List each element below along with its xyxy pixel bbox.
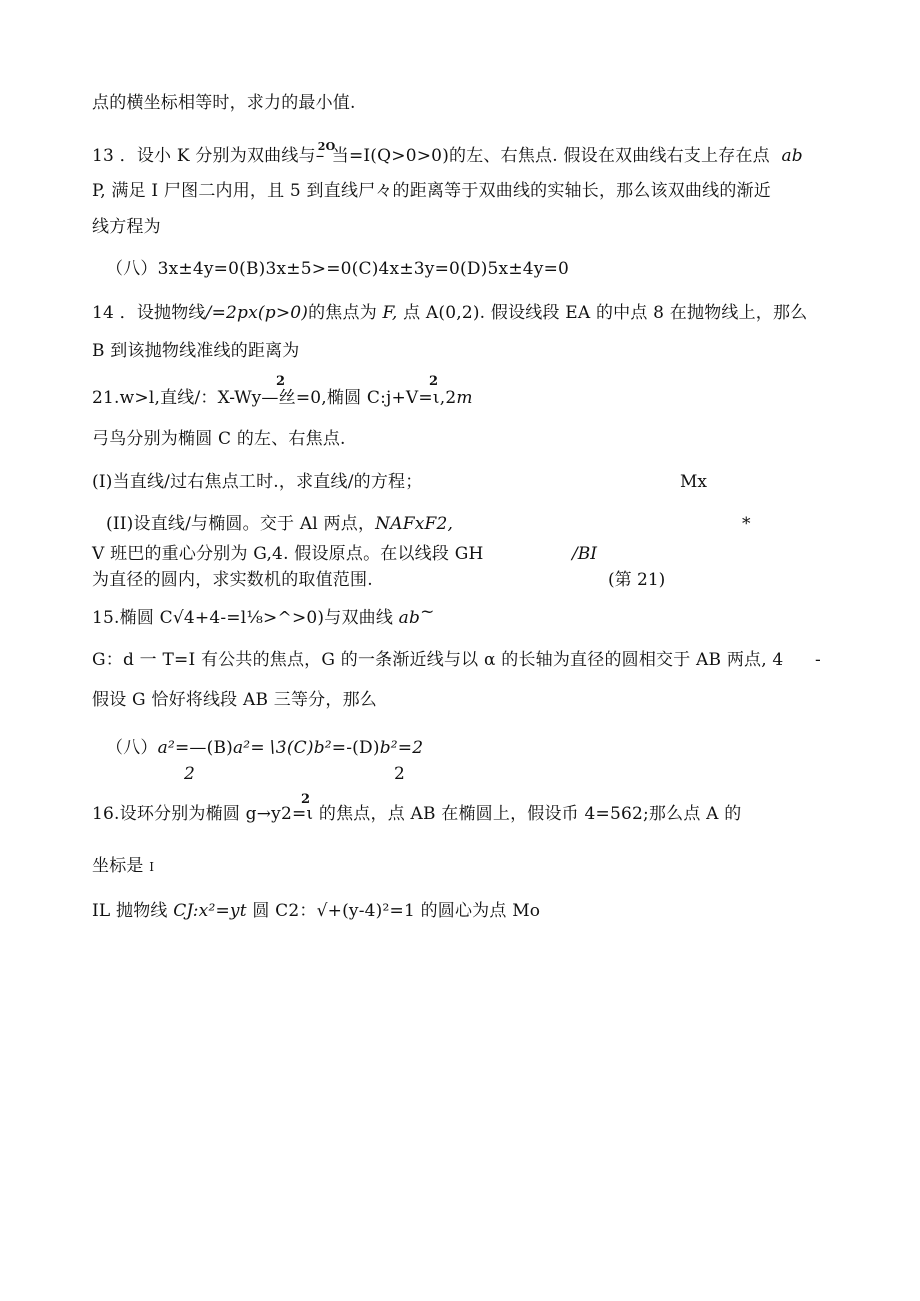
q14-text-c: 的焦点为 — [308, 303, 377, 323]
q21-m: m — [456, 388, 473, 408]
question-21-part-2 — [106, 513, 453, 535]
question-21-line-1 — [92, 387, 473, 409]
question-15-line-1 — [92, 602, 435, 629]
question-il-line-1 — [92, 900, 540, 922]
q14-focus: F, — [382, 303, 398, 323]
question-13-line-3: 线方程为 — [92, 217, 161, 237]
question-14-line-1 — [92, 302, 807, 324]
question-15-options — [106, 737, 423, 759]
q15-opt-d: b²=2 — [379, 738, 424, 758]
q13-frac-top: 2O — [317, 140, 336, 153]
q13-text-a: 13 ．设小 K 分别为双曲线与 — [92, 146, 316, 166]
q21-text-a: 21.w>l,直线/：X-Wy—丝=0,椭圆 C:j+V=ι,2 — [92, 388, 457, 408]
q15-ab: ab — [398, 608, 421, 628]
q15-opt-a-lhs: a²= — [157, 738, 190, 758]
question-13-line-2: P, 满足 I 尸图二内用，且 5 到直线尸々的距离等于双曲线的实轴长，那么该双曲线的渐近 — [92, 181, 771, 201]
q16-sup: 2 — [301, 792, 311, 807]
q15-denominator-2: 2 — [394, 764, 405, 784]
q15-denominator-1: 2 — [184, 764, 195, 784]
question-16-line-2 — [92, 855, 154, 878]
q15-opt-b-lhs: a²=∖ — [232, 738, 276, 758]
question-21-part-1: (I)当直线/过右焦点工时.，求直线/的方程； — [92, 472, 423, 492]
question-16-line-1: 16.设环分别为椭圆 g→y2=ι 的焦点，点 AB 在椭圆上，假设币 4=562;那么点 A 的 — [92, 804, 742, 824]
q21-mx: Mx — [680, 472, 707, 492]
q15-opt-c-rhs: -(D) — [346, 738, 380, 758]
q21-part-2-text: (II)设直线/与椭圆。交于 Al 两点， — [106, 514, 376, 534]
q16-blank: I — [149, 860, 155, 874]
line-1: 点的横坐标相等时，求力的最小值. — [92, 93, 356, 113]
q15-tilde: ~ — [420, 602, 435, 622]
question-21-line-2: 弓鸟分别为椭圆 C 的左、右焦点. — [92, 429, 346, 449]
q13-fraction: 2O – — [316, 145, 332, 167]
q15-opt-label: （八） — [106, 738, 158, 758]
q15-dash: - — [815, 650, 821, 670]
question-15-line-3: 假设 G 恰好将线段 AB 三等分，那么 — [92, 690, 377, 710]
q16-text: 坐标是 — [92, 856, 144, 876]
q14-text-e: 点 A(0,2). 假设线段 EA 的中点 8 在抛物线上，那么 — [403, 303, 808, 323]
question-21-line-v: V 班巴的重心分别为 G,4. 假设原点。在以线段 GH — [92, 544, 484, 564]
question-15-line-2: G：d 一 T=I 有公共的焦点，G 的一条渐近线与以 α 的长轴为直径的圆相交于 AB 两点, 4 — [92, 650, 784, 670]
q15-opt-b-rhs: 3(C) — [275, 738, 314, 758]
q21-figure-label: (第 21) — [608, 570, 666, 590]
q21-bi: /BI — [572, 544, 597, 564]
q15-opt-a-rhs: —(B) — [189, 738, 233, 758]
question-13-line-1 — [92, 140, 803, 167]
question-13-options: （八）3x±4y=0(B)3x±5>=0(C)4x±3y=0(D)5x±4y=0 — [106, 259, 570, 279]
q14-formula: /=2px(p>0) — [205, 303, 309, 323]
question-21-last-line: 为直径的圆内，求实数机的取值范围. — [92, 570, 373, 590]
q15-opt-c-lhs: b²= — [313, 738, 347, 758]
qil-text-a: IL 抛物线 — [92, 901, 168, 921]
q13-text-b: 当=I(Q>0>0)的左、右焦点. 假设在双曲线右支上存在点 — [331, 146, 770, 166]
q21-sup-2: 2 — [429, 374, 439, 389]
q15-text-a: 15.椭圆 C√4+4-=l⅛>^>0)与双曲线 — [92, 608, 394, 628]
q14-text-a: 14 ．设抛物线 — [92, 303, 206, 323]
q21-star: * — [742, 514, 751, 534]
q21-part-2-formula: NAFxF2, — [375, 514, 454, 534]
qil-formula: CJ:x²=yt — [173, 901, 247, 921]
qil-text-c: 圆 C2：√+(y-4)²=1 的圆心为点 Mo — [252, 901, 541, 921]
q21-sup-1: 2 — [276, 374, 286, 389]
question-14-line-2: B 到该抛物线准线的距离为 — [92, 341, 300, 361]
q13-text-c: ab — [781, 146, 803, 166]
